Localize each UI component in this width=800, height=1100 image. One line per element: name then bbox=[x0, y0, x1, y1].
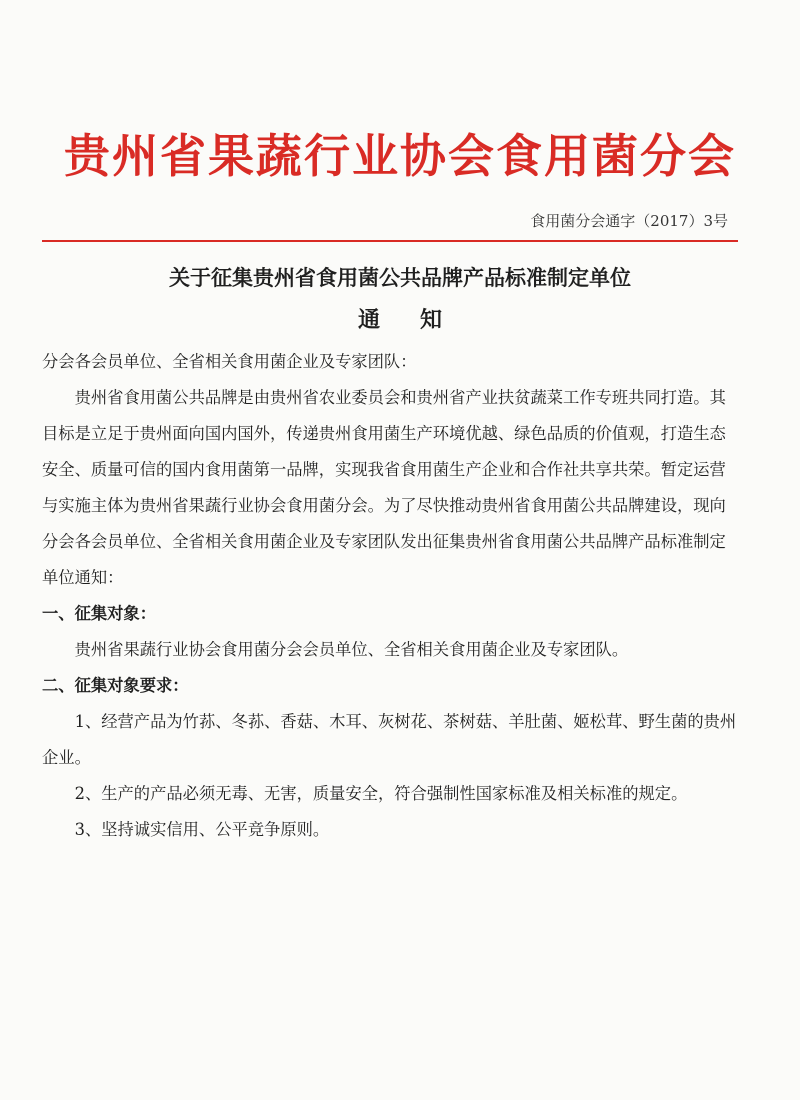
notice-title: 关于征集贵州省食用菌公共品牌产品标准制定单位 bbox=[169, 265, 631, 290]
document-number: 食用菌分会通字（2017）3号 bbox=[530, 212, 728, 230]
salutation: 分会各会员单位、全省相关食用菌企业及专家团队： bbox=[42, 352, 417, 371]
requirement-item-3: 3、坚持诚实信用、公平竞争原则。 bbox=[74, 820, 330, 839]
letterhead-red-rule bbox=[42, 240, 738, 242]
section-1-heading: 一、征集对象： bbox=[42, 604, 156, 623]
document-body bbox=[42, 344, 738, 848]
requirement-item-1: 1、经营产品为竹荪、冬荪、香菇、木耳、灰树花、茶树菇、羊肚菌、姬松茸、野生菌的贵州企业。 bbox=[42, 712, 737, 767]
notice-subtitle: 通知 bbox=[357, 307, 482, 333]
intro-paragraph: 贵州省食用菌公共品牌是由贵州省农业委员会和贵州省产业扶贫蔬菜工作专班共同打造。其目标是立足于贵州面向国内国外，传递贵州食用菌生产环境优越、绿色品质的价值观，打造生态安全、质量可信的国内食用菌第一品牌，实现我省食用菌生产企业和合作社共享共荣。暂定运营与实施主体为贵州省果蔬行业协会食用菌分会。为了尽快推动贵州省食用菌公共品牌建设，现向分会各会员单位、全省相关食用菌企业及专家团队发出征集贵州省食用菌公共品牌产品标准制定单位通知： bbox=[42, 388, 726, 587]
requirement-item-2: 2、生产的产品必须无毒、无害，质量安全，符合强制性国家标准及相关标准的规定。 bbox=[74, 784, 688, 803]
section-2-heading: 二、征集对象要求： bbox=[42, 676, 189, 695]
section-1-text: 贵州省果蔬行业协会食用菌分会会员单位、全省相关食用菌企业及专家团队。 bbox=[74, 640, 629, 659]
letterhead-title: 贵州省果蔬行业协会食用菌分会 bbox=[64, 129, 736, 183]
